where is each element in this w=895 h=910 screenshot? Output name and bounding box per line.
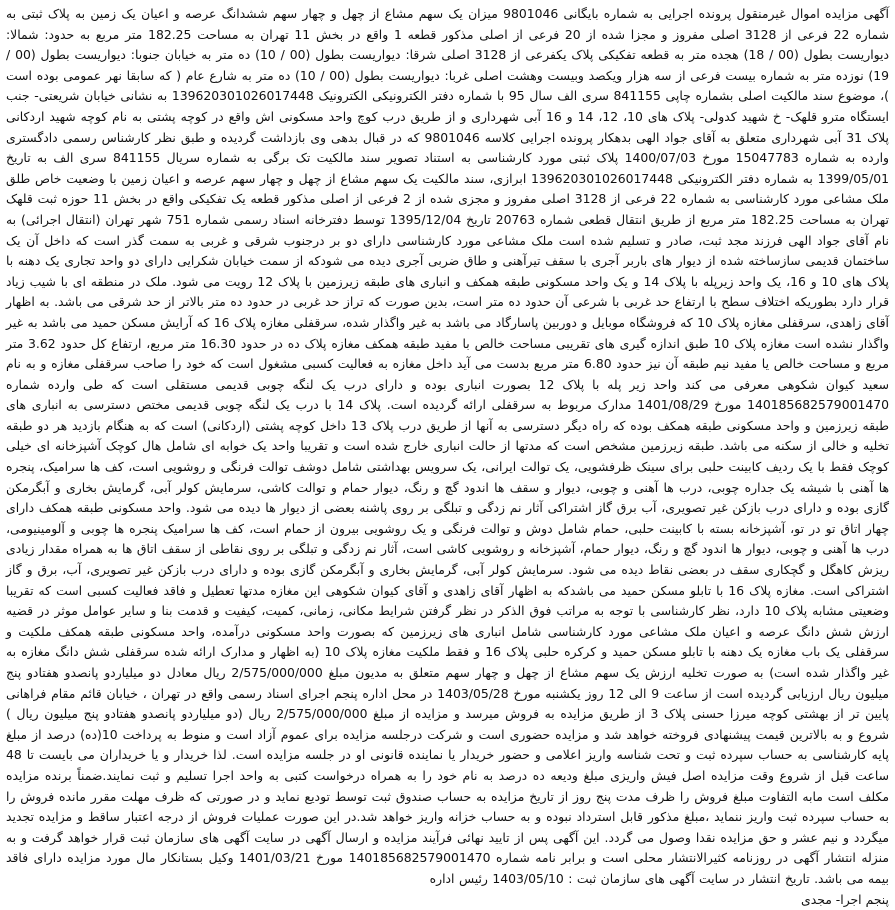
notice-body-text: آگهی مزایده اموال غیرمنقول پرونده اجرایی به شماره بایگانی 9801046 میزان یک سهم مشاع از چهل و چهار سهم ششدانگ عرصه و اعیان یک زمین به پلاک ثبتی به شماره 22 فرعی از 3128 اصلی مفروز و مجزا شده از 20 فرعی از اصلی مذکور قطعه 1 واقع در بخش 11 تهران به مساحت 182.25 متر مربع به حدود: شمالا: دیواریست بطول (00 / 18) هجده متر به قطعه تفکیکی پلاک یکفرعی از 3128 اصلی شرقا: دیواریست بطول (00 / 10) ده متر به خیابان جنوبا: دیواریست بطول (00 / 19) نوزده متر به شماره بیست فرعی از سه هزار ویکصد وبیست وهشت اصلی غربا: دیواریست بطول (00 / 10) ده متر به شارع عام ( که سابقا نهر عمومی بوده است )، موضوع سند مالکیت اصلی بشماره چاپی 841155 سری الف سال 95 با شماره دفتر الکترونیکی الکترونیک 139620301026017448 به نشانی خیابان شریعتی- جنب ایستگاه مترو قلهک- خ شهید کدولی- پلاک های 10، 12، 14 و 16 آبی شهرداری و از طریق درب کوچ واحد مسکونی اش واقع در کوچه پشتی به نام کوچه شهید اردکانی پلاک 31 آبی شهرداری متعلق به آقای جواد الهی بدهکار پرونده اجرایی کلاسه 9801046 که در قبال بدهی وی بازداشت گردیده و طبق نظر کارشناس رسمی دادگستری وارده به شماره 15047783 مورخ 1400/07/03 پلاک ثبتی مورد کارشناسی به استناد تصویر سند مالکیت تک برگی به شماره سریال 841155 سری الف به تاریخ 1399/05/01 به شماره دفتر الکترونیکی 139620301026017448 ابرازی، سند مالکیت یک سهم مشاع از چهل و چهار سهم عرصه و اعیان زمین با وضعیت خاص طلق ملک مشاعی مورد کارشناسی به شماره 22 فرعی از 3128 اصلی مفروز و مجزی شده از 2 فرعی از اصلی مذکور قطعه یک تفکیکی واقع در بخش 11 حوزه ثبت قلهک تهران به مساحت 182.25 متر مربع از طریق انتقال قطعی شماره 20763 تاریخ 1395/12/04 توسط دفترخانه اسناد رسمی شماره 751 شهر تهران (انتقال اجرائی) به نام آقای جواد الهی فرزند مجد ثبت، صادر و تسلیم شده است ملک مشاعی مورد کارشناسی دارای دو بر درجنوب شرقی و غربی به سمت گذر است که داخل آن یک ساختمان قدیمی سازساخته شده از دیوار های باربر آجری با سقف تیرآهنی و طاق ضربی آجری دیده می شودکه از سمت خیابان شکرایی دارای دو واحد تجاری یک دهنه با پلاک های 10 و 16، یک واحد زیرپله با پلاک 14 و یک واحد مسکونی طبقه همکف و انباری های طبقه زیرزمین با پلاک 12 رویت می شود. ملک در منطقه ای با شیب زیاد قرار دارد بطوریکه اختلاف سطح با ارتفاع حد غربی با شرعی آن حدود ده متر است، بدین صورت که تراز حد غربی در حدود ده متر بالاتر از حد شرقی می باشد. به اظهار آقای زاهدی، سرقفلی مغازه پلاک 10 که فروشگاه موبایل و دوربین پاسارگاد می باشد به غیر واگذار شده، سرقفلی مغازه پلاک 16 که آرایش مسکن حمید می باشد به غیر واگذار نشده است مغازه پلاک 10 طبق اندازه گیری های تقریبی مساحت خالص با مفید طبقه همکف مغازه پلاک ده در حدود 16.30 متر مربع، ارتفاع کل حدود 3.62 متر مربع و مساحت خالص یا مفید نیم طبقه آن نیز حدود 6.80 متر مربع بدست می آید داخل مغازه به فعالیت کسبی مشغول است که خود را صاحب سرقفلی مغازه و به نام سعید کیوان شکوهی معرفی می کند واحد زیر پله با پلاک 12 بصورت انباری بوده و دارای درب یک لنگه چوبی قدیمی مستقلی است که طی وارده شماره 140185682579001470 مورخ 1401/08/29 مدارک مربوط به سرقفلی ارائه گردیده است. پلاک 14 با درب یک لنگه چوبی قدیمی مختص دسترسی به انباری های طبقه زیرزمین و واحد مسکونی طبقه همکف بوده که راه دیگر دسترسی به آنها از طریق درب پلاک 13 داخل کوچه پشتی (اردکانی) است که به هنگام بازدید هر دو طبقه تخلیه و خالی از سکنه می باشد. طبقه زیرزمین مشخص است که مدتها از حالت انباری خارج شده است و تقریبا واحد یک خوابه ای شامل هال کوچک آشپزخانه ای خیلی کوچک فقط با یک ردیف کابینت حلبی برای سینک ظرفشویی، یک توالت ایرانی، یک سرویس بهداشتی شامل دوشف توالت فرنگی و روشویی است، کف ها سرامیک، پنجره ها آهنی با شیشه یک جداره چوبی، درب ها آهنی و چوبی، دیوار و سقف ها اندود گچ و رنگ، دیوار حمام و توالت کاشی، سرمایش کولر آبی، گرمایش بخاری و آبگرمکن گازی بوده و دارای درب بازکن غیر تصویری، آب برق گاز اشتراکی آثار نم زدگی و تبلگی بر روی پاشنه بعضی از دیوار ها دیده می شود. واحد مسکونی طبقه همکف دارای چهار اتاق تو در تو، آشپزخانه بسته با کابینت حلبی، حمام شامل دوش و توالت فرنگی و یک روشویی بیرون از حمام است، کف ها سرامیک پنجره ها چوبی و آلومینیومی، درب ها آهنی و چوبی، دیوار ها اندود گچ و رنگ، دیوار حمام، آشپزخانه و روشویی کاشی است، آثار نم زدگی و تبلگی بر روی نقاطی از سقف اتاق ها به همراه مقدار زیادی ریزش کاهگل و گچکاری سقف در بعضی نقاط دیده می شود. سرمایش کولر آبی، گرمایش بخاری و آبگرمکن گازی بوده و دارای درب بازکن غیر تصویری، آب، برق و گاز اشتراکی است. مغازه پلاک 16 با تابلو مسکن حمید می باشدکه به اظهار آقای زاهدی و آقای کیوان شکوهی این مغازه مدتها تعطیل و فاقد فعالیت کسبی است که تقریبا وضعیتی مشابه پلاک 10 دارد، نظر کارشناسی با توجه به مراتب فوق الذکر در نظر گرفتن شرایط مکانی، زمانی، کمیت، کیفیت و قدمت بنا و سایر عوامل موثر در قضیه ارزش شش دانگ عرصه و اعیان ملک مشاعی مورد کارشناسی شامل انباری های زیرزمین که بصورت واحد مسکونی درآمده، واحد مسکونی طبقه همکف ملکیت و سرقفلی یک باب مغازه یک دهنه با تابلو مسکن حمید و کرکره حلبی پلاک 16 و فقط ملکیت مغازه پلاک 10 (به اظهار و مدارک ارائه شده سرقفلی شش دانگ مغازه به غیر واگذار شده است) به صورت تخلیه ارزش یک سهم مشاع از چهل و چهار سهم متعلق به مدیون مبلغ 2/575/000/000 ریال معادل دو میلیاردو پانصدو هفتادو پنج میلیون ریال ارزیابی گردیده است از ساعت 9 الی 12 روز یکشنبه مورخ 1403/05/28 در محل اداره پنجم اجرای اسناد رسمی واقع در تهران ، خیابان قائم مقام فراهانی پایین تر از بهشتی کوچه میرزا حسنی پلاک 3 از طریق مزایده به فروش میرسد و مزایده از مبلغ 2/575/000/000 ریال (دو میلیاردو پانصدو هفتادو پنج میلیون ریال ) شروع و به بالاترین قیمت پیشنهادی فروخته خواهد شد و مزایده حضوری است و شرکت درجلسه مزایده برای عموم آزاد است و منوط به پرداخت 10(ده) درصد از مبلغ پایه کارشناسی به حساب سپرده ثبت و تحت شناسه واریز اعلامی و حضور خریدار یا نماینده قانونی او در جلسه مزایده است. لذا خریدار و یا خریداران می بایست تا 48 ساعت قبل از شروع وقت مزایده اصل فیش واریزی مبلغ ودیعه ده درصد به نام خود را به همراه درخواست کتبی به واحد اجرا تسلیم و ثبت نمایند.ضمناً برنده مزایده مکلف است مابه التفاوت مبلغ فروش را ظرف مدت پنج روز از تاریخ مزایده به حساب صندوق ثبت توسط تودیع نماید و در صورتی که ظرف مهلت مقرر مانده فروش را به حساب سپرده ثبت واریز ننماید ،مبلغ مذکور قابل استرداد نبوده و به حساب خزانه واریز خواهد شد.در این صورت عملیات فروش از درجه اعتبار ساقط و مزایده تجدید میگردد و نیم عشر و حق مزایده نقدا وصول می گردد. این آگهی پس از تایید نهائی فرآیند مزایده و ارسال آگهی در سایت آگهی های سازمان ثبت قرار خواهد گرفت و به منزله انتشار آگهی در روزنامه کثیرالانتشار محلی است و برابر نامه شماره 140185682579001470 مورخ 1401/03/21 وکیل بستانکار مال مورد مزایده دارای فاقد بیمه می باشد. تاریخ انتشار در سایت آگهی های سازمان ثبت : 1403/05/10 رئیس اداره [6,6,890,886]
notice-signature: پنجم اجرا- مجدی [801,891,889,907]
